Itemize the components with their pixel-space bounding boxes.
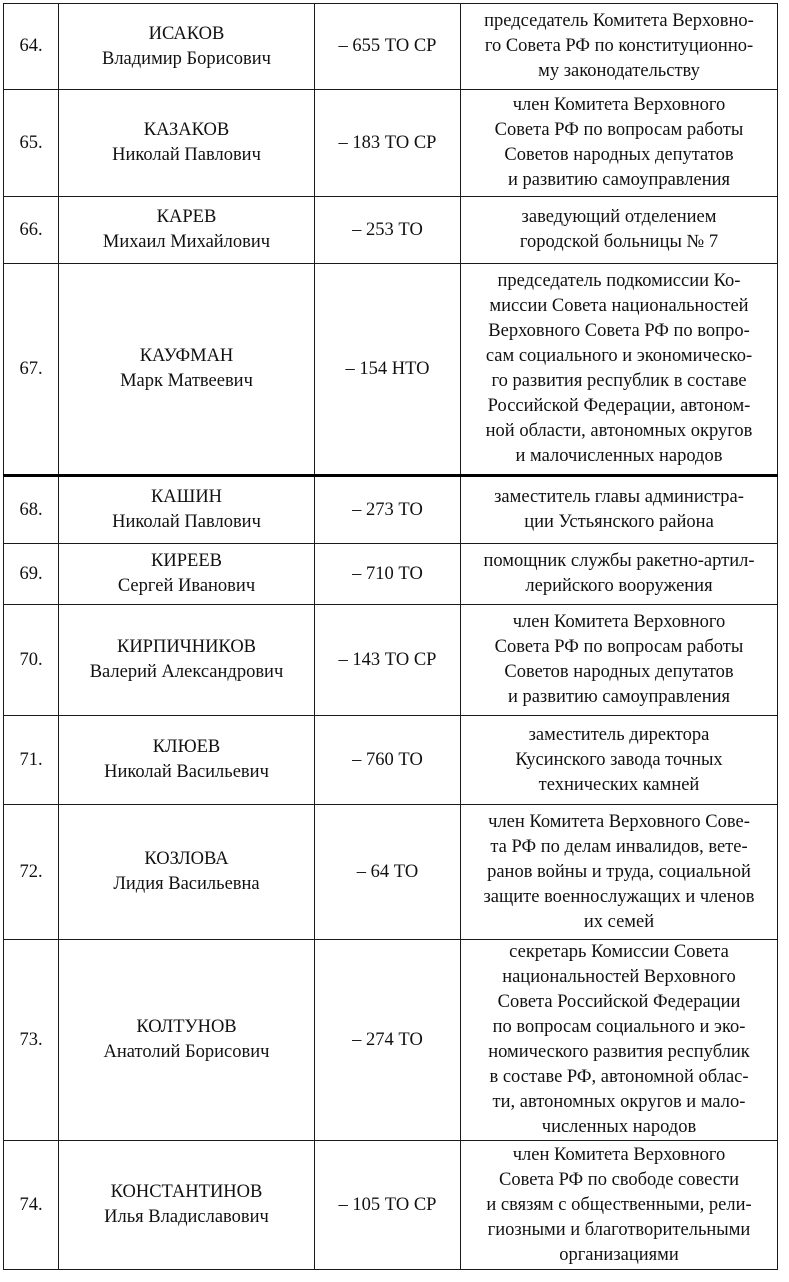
position-line: миссии Совета национальностей <box>489 296 749 316</box>
position-line: защите военнослужащих и членов <box>483 886 755 907</box>
position-line: заместитель главы администра- <box>494 487 744 507</box>
deputy-position <box>461 476 778 544</box>
position-line: та РФ по делам инвалидов, вете- <box>490 836 748 857</box>
deputy-given-names: Владимир Борисович <box>101 48 271 69</box>
deputy-position <box>461 90 778 197</box>
table-row <box>4 940 778 1141</box>
table-row <box>4 197 778 264</box>
deputy-given-names: Николай Павлович <box>112 512 261 532</box>
deputy-surname: КАУФМАН <box>139 346 234 366</box>
position-line: национальностей Верховного <box>502 967 736 987</box>
table-row <box>4 4 778 90</box>
deputy-given-names: Марк Матвеевич <box>120 371 253 391</box>
position-line: в составе РФ, автономной облас- <box>489 1067 749 1087</box>
deputy-surname: КОЗЛОВА <box>144 849 229 869</box>
position-line: городской больницы № 7 <box>519 232 719 252</box>
district-code: – 274 ТО <box>315 940 461 1141</box>
district-code: – 105 ТО СР <box>315 1141 461 1270</box>
row-number: 67. <box>4 264 59 476</box>
deputy-position <box>461 4 778 90</box>
row-number: 65. <box>4 90 59 197</box>
deputy-name-cell <box>59 90 315 197</box>
position-line: и развитию самоуправления <box>507 170 731 190</box>
deputy-name-cell <box>59 264 315 476</box>
deputy-surname: КОЛТУНОВ <box>136 1017 237 1037</box>
row-number: 74. <box>4 1141 59 1270</box>
position-line: заведующий отделением <box>521 207 717 227</box>
deputy-given-names: Сергей Иванович <box>117 576 256 596</box>
table-row <box>4 476 778 544</box>
position-line: и связям с общественными, рели- <box>486 1194 752 1215</box>
position-line: гиозными и благотворительными <box>487 1219 751 1240</box>
deputy-given-names: Николай Васильевич <box>104 762 269 782</box>
deputy-given-names: Анатолий Борисович <box>103 1042 270 1062</box>
position-line: ной области, автономных округов <box>485 421 753 441</box>
deputy-name-cell <box>59 605 315 716</box>
table-row <box>4 716 778 805</box>
deputy-surname: ИСАКОВ <box>148 23 225 44</box>
deputy-position <box>461 940 778 1141</box>
table-row <box>4 90 778 197</box>
position-line: и малочисленных народов <box>515 446 723 466</box>
table-row <box>4 805 778 940</box>
position-line: и развитию самоуправления <box>507 687 731 707</box>
deputy-name-cell <box>59 4 315 90</box>
deputy-name-cell <box>59 1141 315 1270</box>
position-line: Кусинского завода точных <box>515 749 723 770</box>
row-number: 71. <box>4 716 59 805</box>
position-line: номического развития республик <box>488 1042 750 1062</box>
deputy-name-cell <box>59 476 315 544</box>
deputy-name-cell <box>59 716 315 805</box>
position-line: член Комитета Верховного <box>512 95 726 115</box>
deputy-surname: КАРЕВ <box>156 207 217 227</box>
row-number: 70. <box>4 605 59 716</box>
district-code: – 710 ТО <box>315 544 461 605</box>
deputy-name-cell <box>59 805 315 940</box>
deputy-position <box>461 805 778 940</box>
deputies-table <box>3 3 778 1270</box>
deputy-position <box>461 544 778 605</box>
position-line: численных народов <box>541 1117 697 1137</box>
deputy-given-names: Илья Владиславович <box>104 1207 269 1227</box>
position-line: секретарь Комиссии Совета <box>509 942 729 962</box>
position-line: Советов народных депутатов <box>504 145 734 165</box>
position-line: по вопросам социального и эко- <box>492 1017 746 1037</box>
row-number: 72. <box>4 805 59 940</box>
position-line: заместитель директора <box>528 724 710 745</box>
position-line: председатель Комитета Верховно- <box>484 11 754 31</box>
position-line: их семей <box>583 911 655 932</box>
deputy-position <box>461 264 778 476</box>
position-line: сам социального и экономическо- <box>485 346 753 366</box>
deputy-surname: КИРЕЕВ <box>151 551 222 571</box>
position-line: ранов войны и труда, социальной <box>487 861 751 882</box>
position-line: технических камней <box>538 774 700 795</box>
district-code: – 273 ТО <box>315 476 461 544</box>
deputy-given-names: Лидия Васильевна <box>113 874 260 894</box>
deputy-position <box>461 1141 778 1270</box>
table-row <box>4 544 778 605</box>
position-line: го развития республик в составе <box>491 371 747 391</box>
row-number: 69. <box>4 544 59 605</box>
deputy-name-cell <box>59 197 315 264</box>
row-number: 68. <box>4 476 59 544</box>
deputy-given-names: Валерий Александрович <box>89 662 284 682</box>
position-line: ти, автономных округов и мало- <box>492 1092 746 1112</box>
deputy-given-names: Михаил Михайлович <box>102 232 271 252</box>
district-code: – 154 НТО <box>315 264 461 476</box>
deputy-surname: КЛЮЕВ <box>152 737 221 757</box>
district-code: – 183 ТО СР <box>315 90 461 197</box>
position-line: Совета РФ по вопросам работы <box>494 120 744 140</box>
position-line: Российской Федерации, автоном- <box>487 396 751 416</box>
position-line: Совета Российской Федерации <box>497 992 741 1012</box>
row-number: 64. <box>4 4 59 90</box>
table-row <box>4 264 778 476</box>
deputies-table-body <box>4 4 778 1270</box>
district-code: – 655 ТО СР <box>315 4 461 90</box>
position-line: лерийского вооружения <box>525 576 713 596</box>
position-line: Советов народных депутатов <box>504 662 734 682</box>
district-code: – 64 ТО <box>315 805 461 940</box>
position-line: член Комитета Верховного Сове- <box>488 811 750 832</box>
position-line: член Комитета Верховного <box>512 612 726 632</box>
deputy-position <box>461 716 778 805</box>
position-line: ции Устьянского района <box>524 512 714 532</box>
position-line: организациями <box>559 1244 679 1265</box>
position-line: помощник службы ракетно-артил- <box>483 551 755 571</box>
deputy-surname: КИРПИЧНИКОВ <box>116 637 257 657</box>
deputy-given-names: Николай Павлович <box>112 145 261 165</box>
deputy-name-cell <box>59 940 315 1141</box>
position-line: Верховного Совета РФ по вопро- <box>488 321 750 341</box>
district-code: – 253 ТО <box>315 197 461 264</box>
position-line: член Комитета Верховного <box>512 1144 726 1165</box>
district-code: – 143 ТО СР <box>315 605 461 716</box>
position-line: го Совета РФ по конституционно- <box>484 36 754 56</box>
deputy-surname: КОНСТАНТИНОВ <box>110 1182 263 1202</box>
row-number: 73. <box>4 940 59 1141</box>
position-line: Совета РФ по вопросам работы <box>494 637 744 657</box>
deputy-surname: КАШИН <box>150 487 223 507</box>
table-row <box>4 605 778 716</box>
position-line: председатель подкомиссии Ко- <box>497 271 741 291</box>
position-line: му законодательству <box>538 61 700 81</box>
deputy-position <box>461 197 778 264</box>
position-line: Совета РФ по свободе совести <box>499 1169 739 1190</box>
district-code: – 760 ТО <box>315 716 461 805</box>
deputy-position <box>461 605 778 716</box>
table-row <box>4 1141 778 1270</box>
row-number: 66. <box>4 197 59 264</box>
deputy-name-cell <box>59 544 315 605</box>
deputy-surname: КАЗАКОВ <box>143 120 230 140</box>
